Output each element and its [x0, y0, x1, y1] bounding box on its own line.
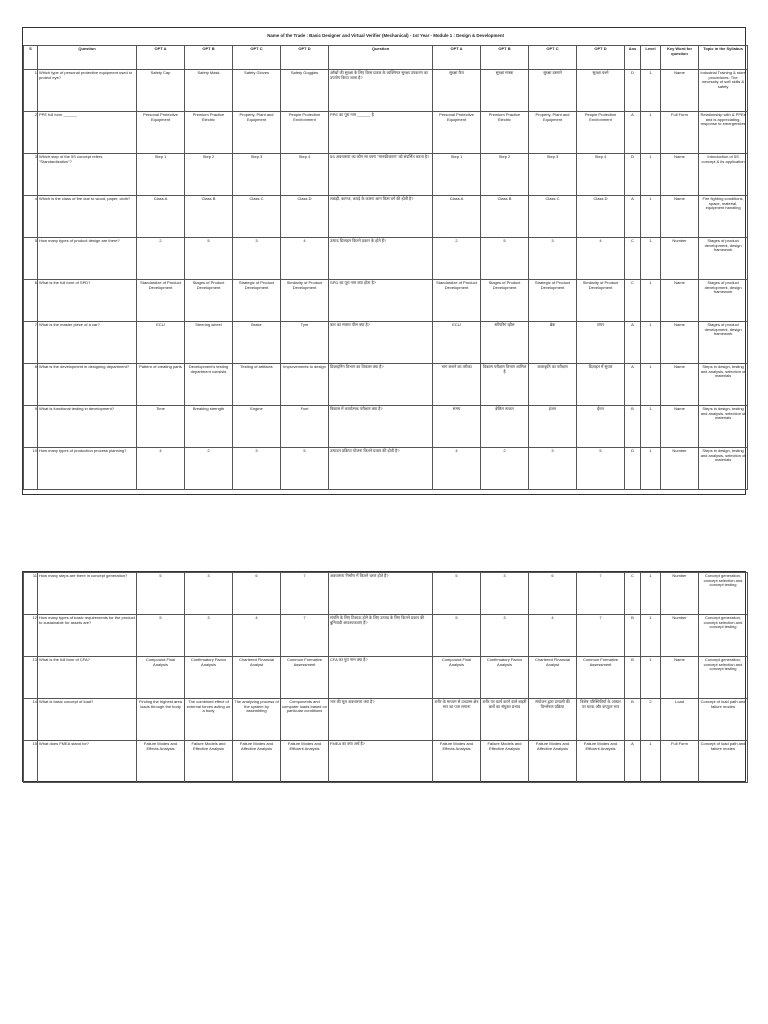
- cell-b: 2: [185, 448, 233, 490]
- cell-ch: Class C: [529, 196, 577, 238]
- cell-d: Class D: [281, 196, 329, 238]
- cell-ch: 6: [529, 573, 577, 615]
- cell-dh: Similarity of Product Development: [577, 280, 625, 322]
- cell-a: Safety Cap: [137, 70, 185, 112]
- cell-kw: Name: [661, 406, 699, 448]
- column-header: Question: [329, 46, 433, 70]
- question-sheet-page-2: [22, 571, 746, 782]
- table-row: [24, 112, 748, 154]
- cell-qh: लकड़ी, कागज, कपड़े के कारण आग किस वर्ग की होती है?: [329, 196, 433, 238]
- cell-d: Fuel: [281, 406, 329, 448]
- cell-c: 6: [233, 573, 281, 615]
- table-row: [24, 448, 748, 490]
- cell-sn: 9: [24, 406, 38, 448]
- cell-d: 5: [281, 448, 329, 490]
- table-row: [24, 70, 748, 112]
- cell-sn: 8: [24, 364, 38, 406]
- cell-c: Failure Modes and Affective Analysis: [233, 741, 281, 783]
- column-header: OPT B: [185, 46, 233, 70]
- cell-d: People Protective Environment: [281, 112, 329, 154]
- cell-kw: Name: [661, 322, 699, 364]
- cell-b: Stages of Product Development: [185, 280, 233, 322]
- cell-d: 4: [281, 238, 329, 280]
- cell-b: 5: [185, 238, 233, 280]
- column-header: S: [24, 46, 38, 70]
- cell-ans: A: [625, 196, 641, 238]
- cell-lvl: 2: [641, 699, 661, 741]
- cell-b: Step 2: [185, 154, 233, 196]
- cell-ch: सुरक्षा दस्ताने: [529, 70, 577, 112]
- cell-sn: 10: [24, 448, 38, 490]
- cell-b: The combined effect of external forces acting on a body: [185, 699, 233, 741]
- cell-ch: 4: [529, 615, 577, 657]
- cell-q: How many types of production process planning?: [38, 448, 137, 490]
- cell-bh: Class B: [481, 196, 529, 238]
- cell-topic: Industrial Training & store procedures. The necessity of soft skills & safety: [699, 70, 748, 112]
- cell-bh: Premium Practice Electric: [481, 112, 529, 154]
- cell-ans: D: [625, 448, 641, 490]
- cell-q: How many types of product design are there?: [38, 238, 137, 280]
- cell-a: Class A: [137, 196, 185, 238]
- cell-q: PPE full form ______: [38, 112, 137, 154]
- cell-lvl: 1: [641, 448, 661, 490]
- cell-topic: Concept of load path and failure modes: [699, 699, 748, 741]
- cell-a: Time: [137, 406, 185, 448]
- cell-ans: A: [625, 112, 641, 154]
- cell-dh: टायर: [577, 322, 625, 364]
- cell-lvl: 1: [641, 112, 661, 154]
- cell-c: 3: [233, 238, 281, 280]
- cell-dh: Class D: [577, 196, 625, 238]
- cell-lvl: 1: [641, 154, 661, 196]
- cell-kw: Load: [661, 699, 699, 741]
- cell-dh: डिज़ाइन में सुधार: [577, 364, 625, 406]
- cell-topic: Concept generation, concept selection and concept testing: [699, 615, 748, 657]
- cell-topic: Steps in design, testing and analysis, selection of materials: [699, 364, 748, 406]
- cell-sn: 13: [24, 657, 38, 699]
- cell-ch: ब्रेक: [529, 322, 577, 364]
- cell-ah: Failure Modes and Effects Analysis: [433, 741, 481, 783]
- column-header: OPT A: [137, 46, 185, 70]
- cell-sn: 11: [24, 573, 38, 615]
- cell-c: The analyzing process of the system by assembling: [233, 699, 281, 741]
- cell-bh: Confirmatory Factor Analysis: [481, 657, 529, 699]
- cell-ans: A: [625, 364, 641, 406]
- cell-kw: Number: [661, 615, 699, 657]
- column-header: Ans: [625, 46, 641, 70]
- cell-bh: 3: [481, 615, 529, 657]
- cell-lvl: 1: [641, 280, 661, 322]
- cell-d: Tyre: [281, 322, 329, 364]
- column-header: OPT C: [529, 46, 577, 70]
- cell-c: Strategic of Product Development: [233, 280, 281, 322]
- cell-dh: Failure Modes and Efficient Analysis: [577, 741, 625, 783]
- cell-qh: डिज़ाइनिंग विभाग का विकास क्या है?: [329, 364, 433, 406]
- cell-bh: Stages of Product Development: [481, 280, 529, 322]
- sheet-title: Name of the Trade : Basic Designer and Virtual Verifier (Mechanical) - 1st Year - Module 1 : Design & Development: [24, 28, 748, 46]
- column-header: Topic in the Syllabus: [699, 46, 748, 70]
- cell-a: Personal Protective Equipment: [137, 112, 185, 154]
- cell-a: Step 1: [137, 154, 185, 196]
- column-header: OPT B: [481, 46, 529, 70]
- table-row: [24, 741, 748, 783]
- cell-sn: 5: [24, 238, 38, 280]
- cell-lvl: 1: [641, 70, 661, 112]
- cell-d: Improvements to design: [281, 364, 329, 406]
- cell-topic: Stages of product development, design framework: [699, 322, 748, 364]
- cell-q: What is the full form of CFA?: [38, 657, 137, 699]
- cell-sn: 6: [24, 280, 38, 322]
- cell-bh: Failure Models and Effective Analysis: [481, 741, 529, 783]
- cell-ans: B: [625, 406, 641, 448]
- cell-c: 3: [233, 448, 281, 490]
- cell-dh: People Protective Environment: [577, 112, 625, 154]
- cell-a: Pattern of creating parts: [137, 364, 185, 406]
- cell-sn: 4: [24, 196, 38, 238]
- cell-qh: SPD का पूरा नाम क्या होता है?: [329, 280, 433, 322]
- cell-b: Class B: [185, 196, 233, 238]
- cell-topic: Concept generation, concept selection and concept testing: [699, 657, 748, 699]
- cell-bh: 3: [481, 573, 529, 615]
- cell-topic: Steps in design, testing and analysis, selection of materials: [699, 406, 748, 448]
- cell-lvl: 1: [641, 322, 661, 364]
- cell-ans: C: [625, 280, 641, 322]
- cell-b: Breaking strength: [185, 406, 233, 448]
- cell-ah: शरीर के माध्यम से उच्चतम क्षेत्र भार का पता लगाना: [433, 699, 481, 741]
- cell-qh: विकास में कार्यात्मक परीक्षण क्या है?: [329, 406, 433, 448]
- cell-lvl: 1: [641, 741, 661, 783]
- column-header: Key Word for question: [661, 46, 699, 70]
- cell-topic: Fire fighting conditions, space, material, equipment handling: [699, 196, 748, 238]
- cell-ans: D: [625, 70, 641, 112]
- cell-bh: शरीर पर कार्य करने वाले बाहरी बलों का संयुक्त प्रभाव: [481, 699, 529, 741]
- cell-a: ECU: [137, 322, 185, 364]
- cell-dh: 7: [577, 615, 625, 657]
- cell-ah: सुरक्षा कैप: [433, 70, 481, 112]
- question-table-page-1: [23, 28, 748, 490]
- question-table-page-2: [23, 572, 748, 783]
- cell-bh: विकास परीक्षण विभाग शामिल है: [481, 364, 529, 406]
- cell-c: Step 3: [233, 154, 281, 196]
- table-row: [24, 699, 748, 741]
- cell-q: What is the full form of SPD?: [38, 280, 137, 322]
- cell-c: Safety Gloves: [233, 70, 281, 112]
- cell-lvl: 1: [641, 573, 661, 615]
- cell-q: What is functional testing in development?: [38, 406, 137, 448]
- cell-d: 7: [281, 615, 329, 657]
- cell-c: Testing of artifacts: [233, 364, 281, 406]
- cell-topic: Concept of load path and failure modes: [699, 741, 748, 783]
- cell-q: How many types of basic requirements for the product to sustainable for assets are?: [38, 615, 137, 657]
- cell-kw: Number: [661, 448, 699, 490]
- cell-q: Which is the class of fire due to wood, paper, cloth?: [38, 196, 137, 238]
- cell-c: 4: [233, 615, 281, 657]
- cell-qh: 5S अवधारणा का कौन सा चरण "मानकीकरण" को संदर्भित करता है?: [329, 154, 433, 196]
- cell-topic: Introduction of 5S concept & its application: [699, 154, 748, 196]
- cell-q: What is the development in designing department?: [38, 364, 137, 406]
- cell-topic: Steps in design, testing and analysis, selection of materials: [699, 448, 748, 490]
- cell-c: Engine: [233, 406, 281, 448]
- cell-dh: विशेष परिस्थितियों के आधार पर घटक और कंप्यूटर भार: [577, 699, 625, 741]
- table-row: [24, 615, 748, 657]
- cell-b: Safety Mask: [185, 70, 233, 112]
- cell-ans: B: [625, 657, 641, 699]
- cell-d: 7: [281, 573, 329, 615]
- cell-d: Common Formative Assessment: [281, 657, 329, 699]
- cell-b: Confirmatory Factor Analysis: [185, 657, 233, 699]
- cell-kw: Name: [661, 154, 699, 196]
- cell-sn: 3: [24, 154, 38, 196]
- cell-topic: Stages of product development, design framework: [699, 280, 748, 322]
- cell-d: Safety Goggles: [281, 70, 329, 112]
- cell-ch: Strategic of Product Development: [529, 280, 577, 322]
- cell-a: 5: [137, 615, 185, 657]
- cell-kw: Full Form: [661, 741, 699, 783]
- cell-ans: A: [625, 741, 641, 783]
- cell-kw: Name: [661, 280, 699, 322]
- cell-lvl: 1: [641, 238, 661, 280]
- cell-b: 3: [185, 615, 233, 657]
- cell-ch: 3: [529, 238, 577, 280]
- cell-bh: ब्रेकिंग ताकत: [481, 406, 529, 448]
- cell-qh: संपत्ति के लिए टिकाऊ होने के लिए उत्पाद के लिए कितने प्रकार की बुनियादी आवश्यकताएं हैं?: [329, 615, 433, 657]
- cell-topic: Concept generation, concept selection and concept testing: [699, 573, 748, 615]
- question-sheet-page-1: [22, 27, 746, 495]
- cell-dh: Common Formative Assessment: [577, 657, 625, 699]
- cell-dh: 5: [577, 448, 625, 490]
- cell-dh: सुरक्षा चश्मे: [577, 70, 625, 112]
- column-header: OPT D: [281, 46, 329, 70]
- cell-a: Finding the highest area loads through the body: [137, 699, 185, 741]
- cell-bh: सुरक्षा मास्क: [481, 70, 529, 112]
- cell-qh: उत्पादन प्रक्रिया योजना कितने प्रकार की होती है?: [329, 448, 433, 490]
- cell-b: Steering wheel: [185, 322, 233, 364]
- cell-dh: 7: [577, 573, 625, 615]
- cell-q: Which step of the 5S concept refers "Standardization"?: [38, 154, 137, 196]
- cell-c: Chartered Financial Analyst: [233, 657, 281, 699]
- cell-ch: इंजन: [529, 406, 577, 448]
- cell-ans: C: [625, 238, 641, 280]
- cell-qh: अवधारणा निर्माण में कितने चरण होते हैं?: [329, 573, 433, 615]
- cell-qh: PPE का पूरा नाम ______ है: [329, 112, 433, 154]
- cell-qh: FMEA का क्या अर्थ है?: [329, 741, 433, 783]
- cell-ans: B: [625, 699, 641, 741]
- cell-ah: 4: [433, 448, 481, 490]
- cell-a: 2: [137, 238, 185, 280]
- cell-b: Premium Practice Electric: [185, 112, 233, 154]
- cell-dh: Step 4: [577, 154, 625, 196]
- cell-dh: ईंधन: [577, 406, 625, 448]
- column-header: Question: [38, 46, 137, 70]
- cell-ah: Standardize of Product Development: [433, 280, 481, 322]
- cell-qh: कार का मास्टर पीस क्या है?: [329, 322, 433, 364]
- cell-a: 5: [137, 573, 185, 615]
- column-header: OPT C: [233, 46, 281, 70]
- table-row: [24, 406, 748, 448]
- cell-q: What is the master piece of a car?: [38, 322, 137, 364]
- cell-q: What is basic concept of load?: [38, 699, 137, 741]
- table-row: [24, 238, 748, 280]
- cell-ans: A: [625, 322, 641, 364]
- cell-ah: 5: [433, 573, 481, 615]
- cell-qh: CFA का पूरा नाम क्या है?: [329, 657, 433, 699]
- cell-sn: 1: [24, 70, 38, 112]
- cell-d: Components and computer loads based on particular conditions: [281, 699, 329, 741]
- cell-qh: उत्पाद डिजाइन कितने प्रकार के होते हैं?: [329, 238, 433, 280]
- cell-ah: समय: [433, 406, 481, 448]
- cell-bh: Step 2: [481, 154, 529, 196]
- cell-ch: संयोजन द्वारा प्रणाली की विश्लेषण प्रक्रिया: [529, 699, 577, 741]
- cell-ans: C: [625, 573, 641, 615]
- cell-ch: Property, Plant and Equipment: [529, 112, 577, 154]
- table-row: [24, 154, 748, 196]
- cell-sn: 14: [24, 699, 38, 741]
- cell-qh: भार की मूल अवधारणा क्या है?: [329, 699, 433, 741]
- cell-c: Property, Plant and Equipment: [233, 112, 281, 154]
- cell-qh: आँखों की सुरक्षा के लिए किस प्रकार के व्यक्तिगत सुरक्षा उपकरण का उपयोग किया जाता है?: [329, 70, 433, 112]
- cell-topic: Relationship with & PPEs and is appreciating, response to emergencies: [699, 112, 748, 154]
- cell-d: Step 4: [281, 154, 329, 196]
- table-row: [24, 280, 748, 322]
- cell-ans: B: [625, 615, 641, 657]
- cell-q: What does FMEA stand for?: [38, 741, 137, 783]
- cell-kw: Name: [661, 196, 699, 238]
- cell-bh: स्टीयरिंग व्हील: [481, 322, 529, 364]
- cell-b: Failure Models and Effective Analysis: [185, 741, 233, 783]
- cell-ah: Compound Final Analysis: [433, 657, 481, 699]
- cell-lvl: 1: [641, 196, 661, 238]
- column-header: Level: [641, 46, 661, 70]
- cell-ah: ECU: [433, 322, 481, 364]
- cell-sn: 7: [24, 322, 38, 364]
- table-row: [24, 322, 748, 364]
- cell-q: How many steps are there in concept generation?: [38, 573, 137, 615]
- cell-kw: Name: [661, 364, 699, 406]
- cell-sn: 15: [24, 741, 38, 783]
- cell-c: Class C: [233, 196, 281, 238]
- cell-lvl: 1: [641, 364, 661, 406]
- cell-ans: D: [625, 154, 641, 196]
- cell-bh: 5: [481, 238, 529, 280]
- cell-ah: Step 1: [433, 154, 481, 196]
- cell-dh: 4: [577, 238, 625, 280]
- cell-sn: 12: [24, 615, 38, 657]
- cell-b: Development's testing department consists: [185, 364, 233, 406]
- cell-kw: Name: [661, 657, 699, 699]
- cell-ah: Class A: [433, 196, 481, 238]
- cell-ch: Chartered Financial Analyst: [529, 657, 577, 699]
- cell-topic: Stages of product development, design framework: [699, 238, 748, 280]
- table-row: [24, 573, 748, 615]
- cell-b: 3: [185, 573, 233, 615]
- cell-d: Similarity of Product Development: [281, 280, 329, 322]
- table-row: [24, 196, 748, 238]
- header-row: [24, 46, 748, 70]
- cell-kw: Number: [661, 238, 699, 280]
- cell-ah: Personal Protective Equipment: [433, 112, 481, 154]
- cell-d: Failure Modes and Efficient Analysis: [281, 741, 329, 783]
- cell-lvl: 1: [641, 615, 661, 657]
- cell-a: 4: [137, 448, 185, 490]
- cell-ch: 3: [529, 448, 577, 490]
- cell-bh: 2: [481, 448, 529, 490]
- cell-a: Compound Final Analysis: [137, 657, 185, 699]
- cell-ah: 5: [433, 615, 481, 657]
- cell-kw: Number: [661, 573, 699, 615]
- cell-ah: भाग बनाने का तरीका: [433, 364, 481, 406]
- cell-a: Failure Modes and Effects Analysis: [137, 741, 185, 783]
- cell-a: Standardize of Product Development: [137, 280, 185, 322]
- cell-lvl: 1: [641, 406, 661, 448]
- cell-lvl: 1: [641, 657, 661, 699]
- column-header: OPT A: [433, 46, 481, 70]
- table-row: [24, 657, 748, 699]
- cell-q: Which type of personal protective equipment used to protect eye?: [38, 70, 137, 112]
- cell-ch: Step 3: [529, 154, 577, 196]
- cell-kw: Name: [661, 70, 699, 112]
- cell-sn: 2: [24, 112, 38, 154]
- cell-ch: कलाकृति का परीक्षण: [529, 364, 577, 406]
- cell-kw: Full Form: [661, 112, 699, 154]
- cell-ch: Failure Modes and Affective Analysis: [529, 741, 577, 783]
- cell-ah: 2: [433, 238, 481, 280]
- cell-c: Brake: [233, 322, 281, 364]
- column-header: OPT D: [577, 46, 625, 70]
- table-row: [24, 364, 748, 406]
